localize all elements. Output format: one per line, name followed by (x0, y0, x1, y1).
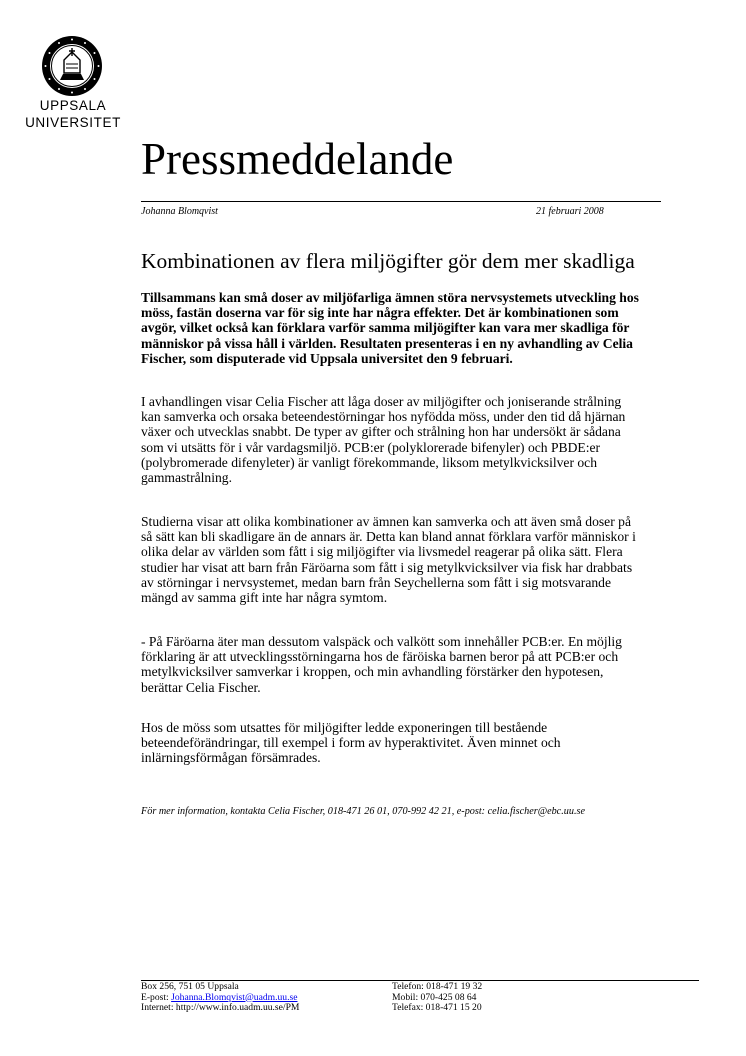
text-line: av störningar i nervsystemet, medan barn från Seychellerna som fått i sig motsvarande (141, 574, 611, 590)
body-paragraph-1 (141, 394, 701, 485)
text-line: kan samverka och orsaka beteendestörningar hos nyfödda möss, under den tid då hjärnan (141, 409, 626, 425)
text-line: inlärningsförmågan försämrades. (141, 750, 321, 766)
body-paragraph-2 (141, 514, 701, 605)
text-line: studier har visat att barn från Färöarna som fått i sig metylkvicksilver via fisk har drabbats (141, 559, 633, 575)
contact-info: För mer information, kontakta Celia Fischer, 018-471 26 01, 070-992 42 21, e-post: celia.fischer@ebc.uu.se (141, 806, 585, 817)
text-line: Studierna visar att olika kombinationer av ämnen kan samverka och att även små doser på (141, 514, 631, 529)
footer-email-link[interactable]: Johanna.Blomqvist@uadm.uu.se (171, 991, 298, 1003)
logo-name-line1: UPPSALA (39, 98, 107, 113)
text-line: Tillsammans kan små doser av miljöfarliga ämnen störa nervsystemets utveckling hos (141, 290, 639, 305)
headline: Kombinationen av flera miljögifter gör dem mer skadliga (141, 249, 635, 273)
footer-address: Box 256, 751 05 Uppsala (141, 981, 239, 992)
text-line: mängd av samma gift inte har några symtom. (141, 590, 388, 606)
text-line: människor på vissa håll i världen. Resultaten presenteras i en ny avhandling av Celia (141, 335, 633, 351)
page-title: Pressmeddelande (141, 134, 454, 184)
text-line: Hos de möss som utsattes för miljögifter ledde exponeringen till bestående (141, 720, 548, 735)
footer-right (392, 982, 482, 1014)
text-line: metylkvicksilver samverkar i kroppen, och min avhandling förstärker den hypotesen, (141, 664, 604, 680)
text-line: olika delar av världen som fått i sig miljögifter via livsmedel reagerar på olika sätt. Flera (141, 544, 623, 560)
text-line: avgör, vilket också kan förklara varför samma miljögifter kan vara mer skadliga för (141, 320, 630, 336)
text-line: växer och utvecklas snabbt. De typer av gifter och strålning hon har undersökt är sådana (141, 424, 621, 440)
text-line: beteendeförändringar, till exempel i form av hyperaktivitet. Även minnet och (141, 735, 561, 751)
text-line: I avhandlingen visar Celia Fischer att låga doser av miljögifter och joniserande strålning (141, 394, 622, 409)
text-line: så sätt kan bli skadligare än de annars är. Detta kan bland annat förklara varför människor i (141, 529, 636, 545)
footer-internet: Internet: http://www.info.uadm.uu.se/PM (141, 1002, 300, 1013)
footer-telefon: Telefon: 018-471 19 32 (392, 981, 483, 992)
byline-date: 21 februari 2008 (536, 206, 604, 217)
text-line: - På Färöarna äter man dessutom valspäck och valkött som innehåller PCB:er. En möjlig (141, 634, 622, 649)
footer-mobil: Mobil: 070-425 08 64 (392, 991, 477, 1003)
footer-left (141, 982, 299, 1014)
text-line: möss, fastän doserna var för sig inte har några effekter. Det är kombinationen som (141, 305, 619, 321)
text-line: berättar Celia Fischer. (141, 679, 261, 695)
university-seal-icon (40, 34, 104, 98)
title-divider (141, 201, 661, 202)
body-paragraph-3 (141, 634, 701, 695)
text-line: gammastrålning. (141, 470, 232, 486)
text-line: förklaring är att utvecklingsstörningarna hos de färöiska barnen beror på att PCB:er och (141, 649, 619, 665)
byline-author: Johanna Blomqvist (141, 206, 218, 217)
footer-email-prefix: E-post: (141, 991, 172, 1003)
text-line: som vi utsätts för i vår vardagsmiljö. PCB:er (polyklorerade bifenyler) och PBDE:er (141, 439, 601, 455)
body-paragraph-4 (141, 720, 701, 766)
text-line: (polybromerade difenyleter) är vanligt förekommande, liksom metylkvicksilver och (141, 454, 598, 470)
logo-name-line2: UNIVERSITET (25, 115, 121, 130)
footer-telefax: Telefax: 018-471 15 20 (392, 1002, 482, 1013)
lead-paragraph (141, 290, 701, 366)
text-line: Fischer, som disputerade vid Uppsala universitet den 9 februari. (141, 350, 513, 366)
